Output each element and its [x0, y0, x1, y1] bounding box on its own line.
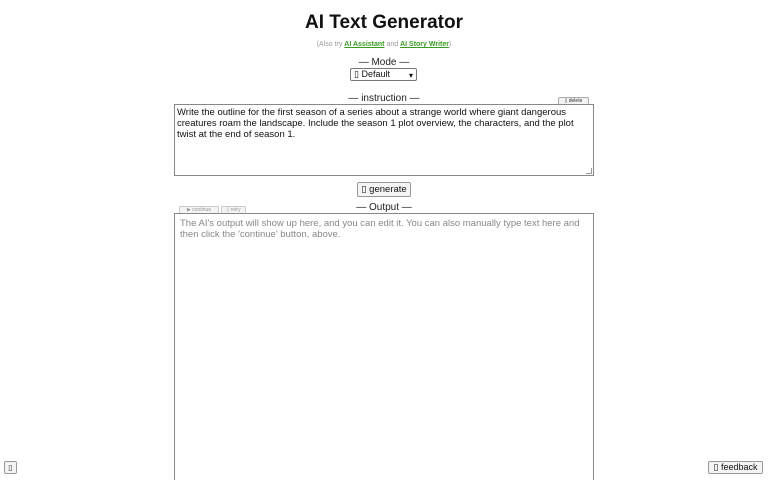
also-prefix: (Also try [316, 41, 345, 48]
delete-button[interactable]: ▯ delete [558, 97, 589, 106]
also-suffix: ) [448, 41, 452, 48]
resize-grip-icon[interactable] [586, 168, 592, 174]
feedback-button[interactable]: ▯ feedback [708, 461, 763, 474]
ai-assistant-link[interactable]: AI Assistant [344, 41, 385, 48]
ai-story-writer-link[interactable]: AI Story Writer [400, 41, 449, 48]
continue-button[interactable]: ▶ continue [179, 206, 219, 215]
mode-select[interactable] [350, 68, 417, 81]
also-try-line [0, 41, 768, 48]
output-textarea[interactable] [174, 213, 594, 480]
chevron-down-icon: ▾ [408, 71, 413, 80]
also-and: and [384, 41, 401, 48]
generate-button[interactable]: ▯ generate [357, 182, 411, 197]
menu-button[interactable]: ▯ [4, 461, 17, 474]
output-label: — Output — [356, 202, 412, 213]
instruction-textarea[interactable] [174, 104, 594, 176]
instruction-label: — instruction — [348, 93, 420, 104]
instruction-text: Write the outline for the first season of a series about a strange world where giant dangerous creatures roam the landscape. Include the season 1 plot overview, the characters, and the plot twist at the end of season 1. [177, 107, 574, 140]
retry-button[interactable]: ▯ retry [221, 206, 246, 215]
mode-selected-value: ▯ Default [354, 69, 390, 79]
page-title: AI Text Generator [304, 12, 464, 33]
output-placeholder: The AI's output will show up here, and you can edit it. You can also manually type text here and then click the 'continue' button, above. [180, 218, 580, 240]
mode-label: — Mode — [358, 57, 410, 68]
